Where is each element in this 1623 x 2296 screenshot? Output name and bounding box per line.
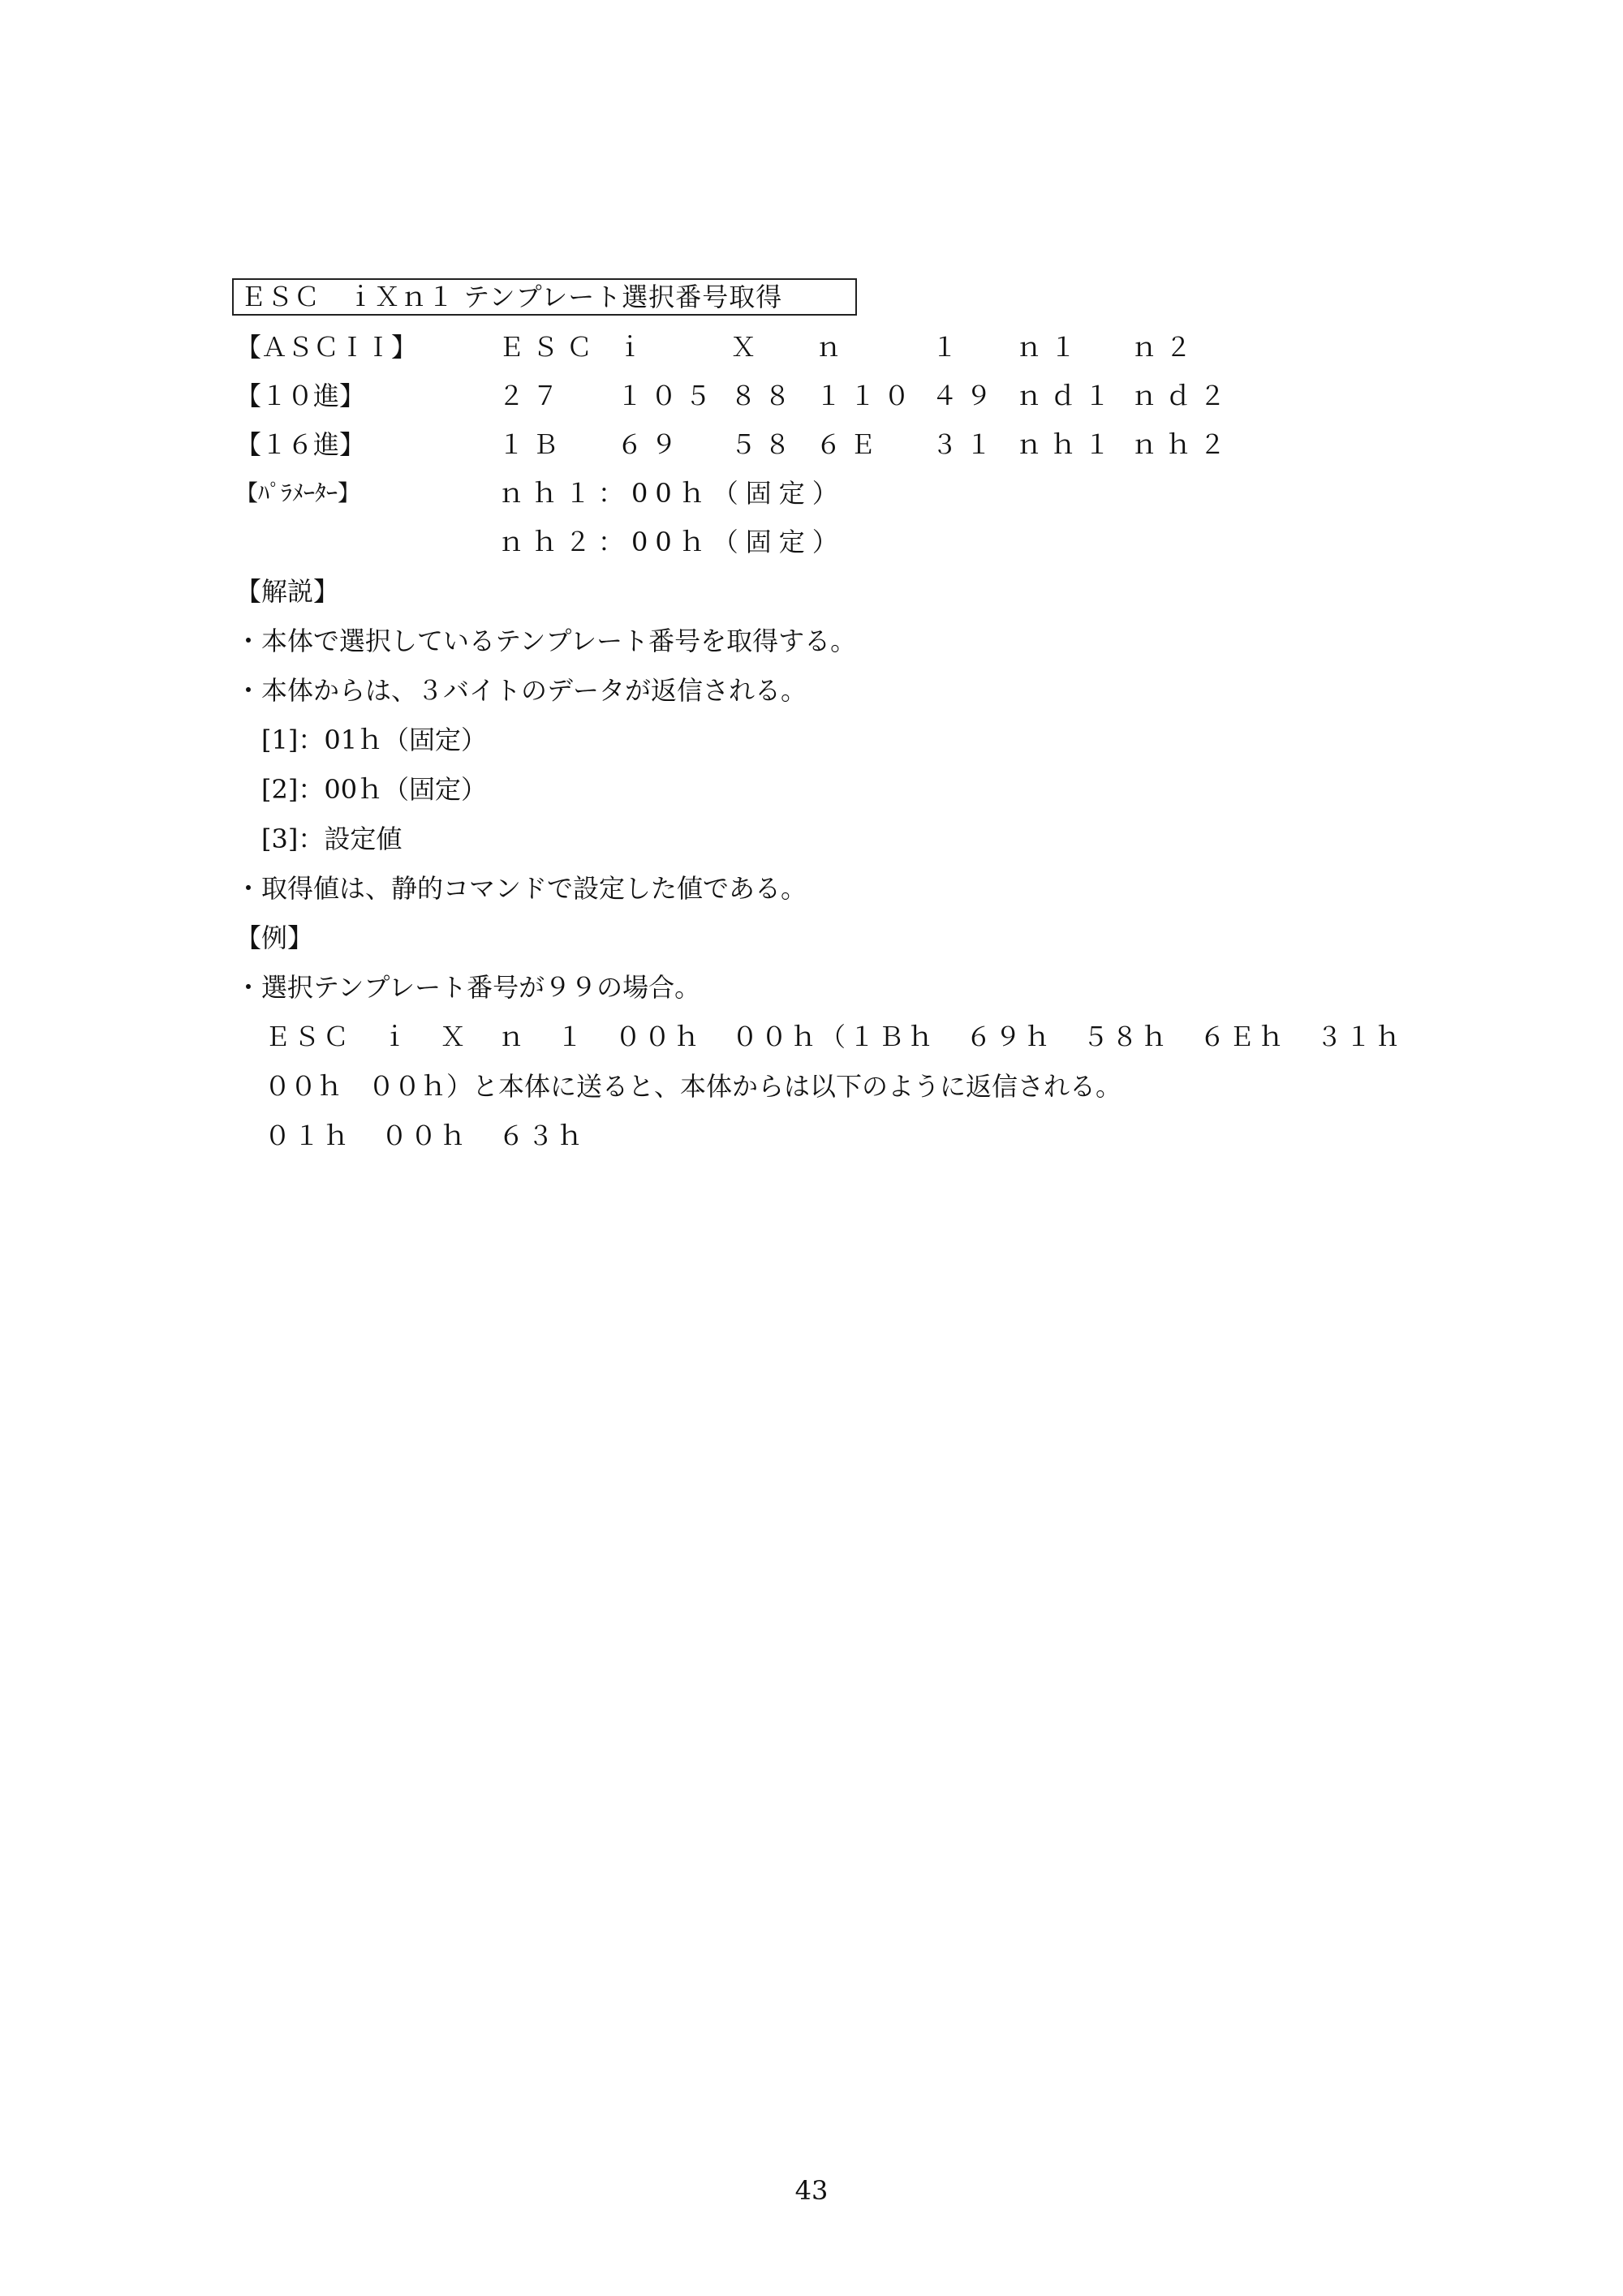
- decimal-cell: ８８: [730, 381, 799, 411]
- explanation-line: ・本体で選択しているテンプレート番号を取得する。: [235, 626, 857, 656]
- hex-cell: ６Ｅ: [816, 429, 885, 460]
- row-label-ascii: 【ＡＳＣＩＩ】: [235, 332, 418, 363]
- decimal-cell: １０５: [617, 381, 720, 411]
- decimal-cell: ｎｄ２: [1131, 381, 1234, 411]
- ascii-cell: ｎ２: [1131, 332, 1200, 363]
- hex-cell: ｎｈ１: [1016, 429, 1119, 460]
- example-line: ００ｈ ００ｈ）と本体に送ると、本体からは以下のように返信される。: [265, 1071, 1122, 1102]
- ascii-cell: １: [932, 332, 966, 363]
- decimal-cell: ｎｄ１: [1016, 381, 1119, 411]
- command-title: ＥＳＣ ｉＸｎ１ テンプレート選択番号取得: [232, 278, 857, 316]
- response-byte-2: [2]：00ｈ（固定）: [261, 774, 488, 805]
- explanation-line: ・取得値は、静的コマンドで設定した値である。: [235, 873, 807, 904]
- example-response: ０１ｈ ００ｈ ６３ｈ: [265, 1120, 587, 1151]
- parameter-nh2: ｎｈ２：00ｈ（固定）: [498, 527, 846, 557]
- page-number: 43: [794, 2175, 829, 2206]
- hex-cell: ｎｈ２: [1131, 429, 1234, 460]
- hex-cell: １Ｂ: [498, 429, 567, 460]
- ascii-cell: ｉ: [617, 332, 652, 363]
- response-byte-3: [3]：設定値: [261, 823, 403, 854]
- ascii-cell: Ｘ: [730, 332, 765, 363]
- hex-cell: ３１: [932, 429, 1001, 460]
- hex-cell: ５８: [730, 429, 799, 460]
- explanation-line: ・本体からは、３バイトのデータが返信される。: [235, 675, 807, 706]
- row-label-decimal: 【１０進】: [235, 381, 366, 411]
- ascii-cell: ＥＳＣ: [498, 332, 601, 363]
- row-label-parameter: 【ﾊﾟﾗﾒｰﾀｰ】: [235, 479, 361, 506]
- parameter-nh1: ｎｈ１：00ｈ（固定）: [498, 478, 846, 509]
- ascii-cell: ｎ１: [1016, 332, 1085, 363]
- example-line: ・選択テンプレート番号が９９の場合。: [235, 972, 701, 1003]
- hex-cell: ６９: [617, 429, 686, 460]
- explanation-heading: 【解説】: [235, 576, 340, 607]
- example-command: ＥＳＣ ｉ Ｘ ｎ １ ００ｈ ００ｈ（１Ｂｈ ６９ｈ ５８ｈ ６Ｅｈ ３１ｈ: [265, 1021, 1405, 1052]
- response-byte-1: [1]：01ｈ（固定）: [261, 724, 488, 755]
- example-heading: 【例】: [235, 922, 314, 953]
- row-label-hex: 【１６進】: [235, 429, 366, 460]
- decimal-cell: ４９: [932, 381, 1001, 411]
- decimal-cell: １１０: [816, 381, 919, 411]
- ascii-cell: ｎ: [816, 332, 850, 363]
- decimal-cell: ２７: [498, 381, 567, 411]
